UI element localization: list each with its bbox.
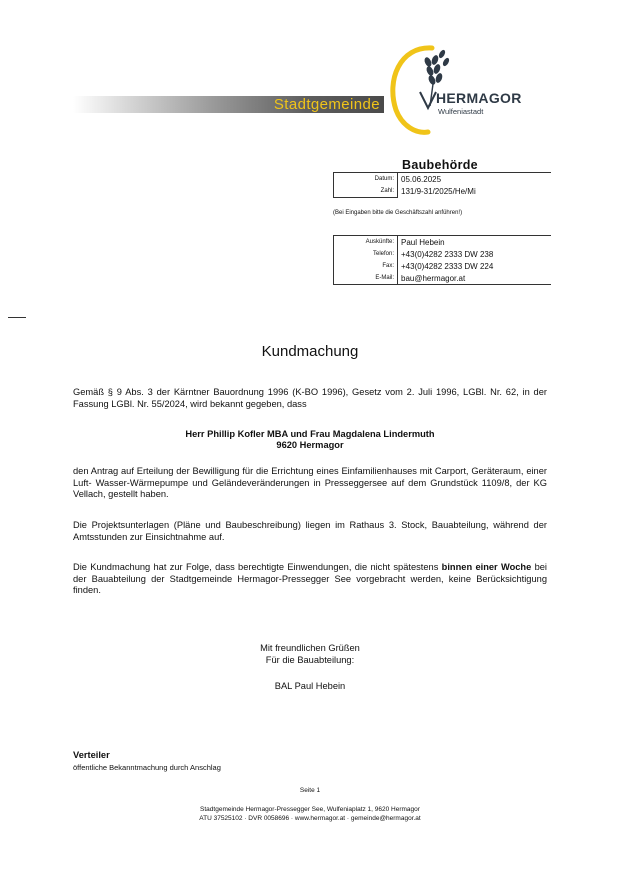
brand-name: HERMAGOR bbox=[436, 90, 522, 106]
date-label: Datum: bbox=[334, 173, 398, 186]
distribution-item: öffentliche Bekanntmachung durch Anschlag bbox=[73, 763, 221, 772]
phone-value: +43(0)4282 2333 DW 238 bbox=[401, 249, 494, 259]
applicant-location: 9620 Hermagor bbox=[276, 440, 344, 450]
signer-name: BAL Paul Hebein bbox=[274, 681, 346, 691]
contact-table bbox=[333, 235, 551, 285]
fax-value: +43(0)4282 2333 DW 224 bbox=[401, 261, 494, 271]
logo-v-mark bbox=[420, 92, 436, 108]
authority-title: Baubehörde bbox=[402, 158, 478, 172]
banner-text: Stadtgemeinde bbox=[273, 95, 380, 113]
table-row bbox=[334, 260, 552, 272]
document-title: Kundmachung bbox=[261, 343, 359, 360]
application-paragraph: den Antrag auf Erteilung der Bewilligung für die Errichtung eines Einfamilienhauses mit Carport, Geräteraum, einer Luft- Wasser-Wärmepumpe und Geländeveränderungen in Presseggersee auf dem Grundstück 1109/8, der KG Vellach, gestellt haben. bbox=[73, 466, 547, 499]
footer-address: Stadtgemeinde Hermagor-Pressegger See, Wulfeniaplatz 1, 9620 Hermagor bbox=[200, 806, 420, 813]
reference-note: (Bei Eingaben bitte die Geschäftszahl anführen!) bbox=[333, 210, 463, 216]
objection-paragraph bbox=[73, 562, 547, 597]
fold-mark bbox=[8, 317, 26, 318]
brand-subtitle: Wulfeniastadt bbox=[438, 107, 484, 116]
phone-label: Telefon: bbox=[334, 248, 398, 260]
intro-paragraph: Gemäß § 9 Abs. 3 der Kärntner Bauordnung 1996 (K-BO 1996), Gesetz vom 2. Juli 1996, LGBl. Nr. 62, in der Fassung LGBl. Nr. 55/2024, wird bekannt gegeben, dass bbox=[73, 387, 547, 409]
contact-person-label: Auskünfte: bbox=[334, 236, 398, 249]
email-value[interactable]: bau@hermagor.at bbox=[398, 272, 552, 285]
applicant-block bbox=[73, 429, 547, 451]
closing-greeting: Mit freundlichen Grüßen bbox=[260, 643, 360, 653]
closing-department: Für die Bauabteilung: bbox=[265, 655, 355, 665]
date-value: 05.06.2025 bbox=[398, 173, 552, 186]
table-row bbox=[334, 272, 552, 285]
footer-identifiers: ATU 37525102 · DVR 0058696 · www.hermagor.at · gemeinde@hermagor.at bbox=[199, 815, 421, 822]
page-number: Seite 1 bbox=[299, 787, 321, 794]
documents-paragraph: Die Projektsunterlagen (Pläne und Baubeschreibung) liegen im Rathaus 3. Stock, Bauabteilung, während der Amtsstunden zur Einsichtnahme auf. bbox=[73, 520, 547, 542]
objection-text-end: bei der Bauabteilung der Stadtgemeinde Hermagor-Pressegger See vorgebracht werden, keine Berücksichtigung finden. bbox=[73, 562, 547, 595]
fax-label: Fax: bbox=[334, 260, 398, 272]
contact-person-value: Paul Hebein bbox=[398, 236, 552, 249]
table-row bbox=[334, 236, 552, 249]
reference-label: Zahl: bbox=[334, 185, 398, 198]
distribution-title: Verteiler bbox=[73, 750, 110, 760]
table-row bbox=[334, 248, 552, 260]
applicant-names: Herr Phillip Kofler MBA und Frau Magdalena Lindermuth bbox=[185, 429, 435, 439]
table-row bbox=[334, 173, 552, 186]
deadline-text: binnen einer Woche bbox=[441, 562, 532, 572]
email-label: E-Mail: bbox=[334, 272, 398, 285]
table-row bbox=[334, 185, 552, 198]
reference-value: 131/9-31/2025/He/Mi bbox=[401, 186, 476, 196]
reference-table bbox=[333, 172, 551, 198]
objection-text-start: Die Kundmachung hat zur Folge, dass berechtigte Einwendungen, die nicht spätestens bbox=[73, 562, 442, 572]
